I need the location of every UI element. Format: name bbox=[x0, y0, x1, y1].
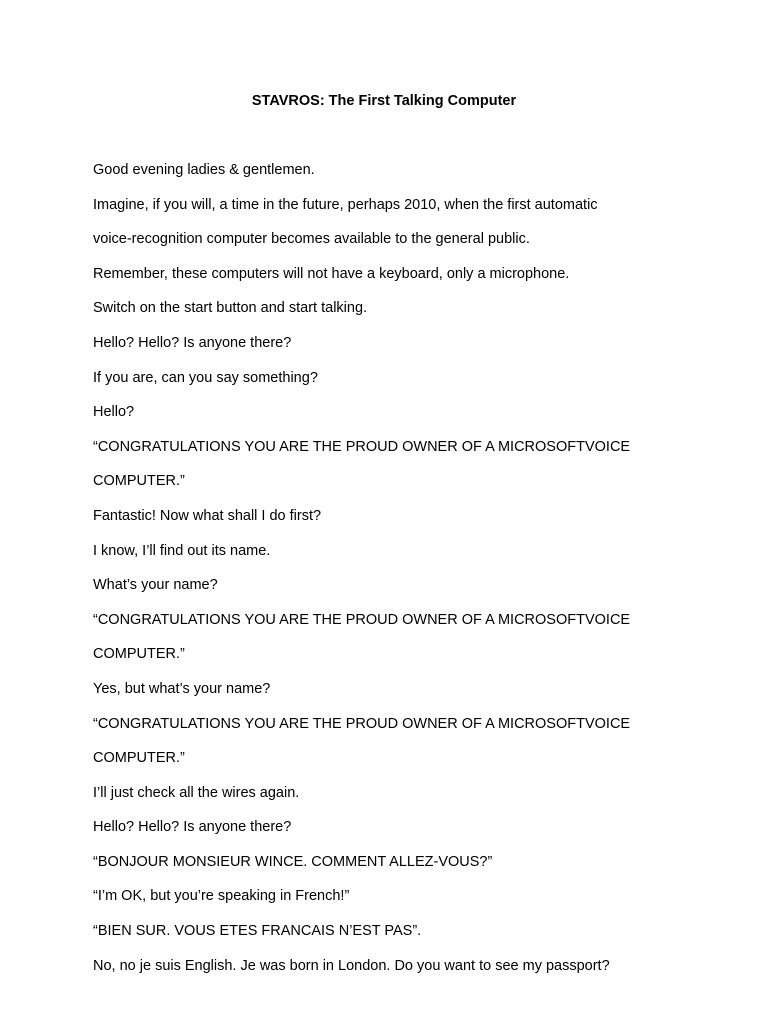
text-line: “CONGRATULATIONS YOU ARE THE PROUD OWNER OF A MICROSOFTVOICE bbox=[93, 611, 631, 628]
text-line: Hello? bbox=[93, 404, 135, 421]
text-line: COMPUTER.” bbox=[93, 473, 185, 490]
text-line: “BIEN SUR. VOUS ETES FRANCAIS N’EST PAS”. bbox=[93, 923, 422, 940]
text-line: Hello? Hello? Is anyone there? bbox=[93, 819, 292, 836]
text-line: What’s your name? bbox=[93, 577, 218, 594]
text-line: I’ll just check all the wires again. bbox=[93, 784, 300, 801]
text-line: Hello? Hello? Is anyone there? bbox=[93, 334, 292, 351]
document-body bbox=[93, 160, 733, 990]
text-line: No, no je suis English. Je was born in London. Do you want to see my passport? bbox=[93, 957, 610, 974]
text-line: “I’m OK, but you’re speaking in French!” bbox=[93, 888, 350, 905]
text-line: COMPUTER.” bbox=[93, 646, 185, 663]
text-line: If you are, can you say something? bbox=[93, 369, 318, 386]
text-line: COMPUTER.” bbox=[93, 750, 185, 767]
text-line: “CONGRATULATIONS YOU ARE THE PROUD OWNER OF A MICROSOFTVOICE bbox=[93, 715, 631, 732]
document-title: STAVROS: The First Talking Computer bbox=[251, 93, 517, 109]
text-line: Remember, these computers will not have a keyboard, only a microphone. bbox=[93, 265, 570, 282]
text-line: Fantastic! Now what shall I do first? bbox=[93, 507, 322, 524]
text-line: “CONGRATULATIONS YOU ARE THE PROUD OWNER OF A MICROSOFTVOICE bbox=[93, 438, 631, 455]
text-line: Yes, but what’s your name? bbox=[93, 680, 271, 697]
text-line: “BONJOUR MONSIEUR WINCE. COMMENT ALLEZ-VOUS?” bbox=[93, 853, 493, 870]
text-line: voice-recognition computer becomes available to the general public. bbox=[93, 231, 530, 248]
text-line: I know, I’ll find out its name. bbox=[93, 542, 271, 559]
text-line: Good evening ladies & gentlemen. bbox=[93, 162, 315, 178]
text-line: Switch on the start button and start talking. bbox=[93, 300, 368, 317]
text-line: Imagine, if you will, a time in the future, perhaps 2010, when the first automatic bbox=[93, 196, 598, 213]
